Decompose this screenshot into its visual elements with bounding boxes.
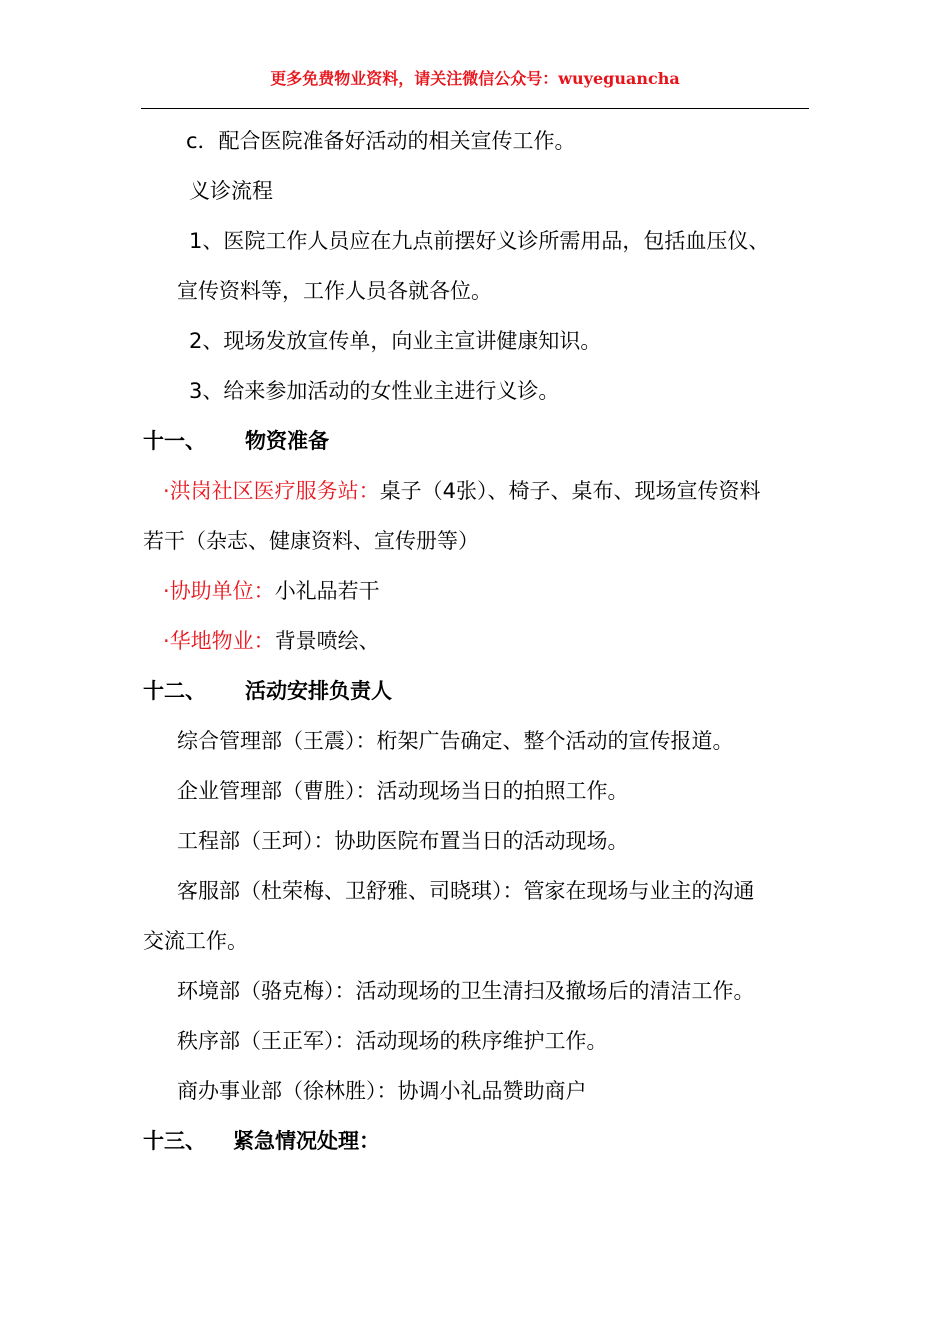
responsible-line: 综合管理部（王震）：桁架广告确定、整个活动的宣传报道。	[177, 729, 734, 753]
step-3: 3、给来参加活动的女性业主进行义诊。	[189, 379, 560, 403]
flow-title: 义诊流程	[189, 179, 273, 203]
supply-text: 小礼品若干	[274, 579, 380, 603]
header-banner: 更多免费物业资料，请关注微信公众号：wuyeguancha	[270, 69, 680, 88]
supply-item	[163, 627, 380, 655]
bullet: ·	[163, 579, 170, 603]
bullet: ·	[163, 479, 170, 503]
responsible-line: 客服部（杜荣梅、卫舒雅、司晓琪）：管家在现场与业主的沟通	[177, 879, 755, 903]
section-number: 十一、	[143, 429, 206, 453]
responsible-line: 工程部（王珂）：协助医院布置当日的活动现场。	[177, 829, 629, 853]
step-2: 2、现场发放宣传单，向业主宣讲健康知识。	[189, 329, 602, 353]
responsible-line-continuation: 交流工作。	[143, 929, 248, 953]
section-11-heading	[143, 427, 329, 455]
section-13-heading	[143, 1127, 380, 1155]
supplier-label: 华地物业：	[169, 629, 275, 653]
bullet: ·	[163, 629, 170, 653]
supply-item	[163, 477, 761, 505]
responsible-line: 环境部（骆克梅）：活动现场的卫生清扫及撤场后的清洁工作。	[177, 979, 755, 1003]
supply-item	[163, 577, 380, 605]
paragraph-c: c．配合医院准备好活动的相关宣传工作。	[186, 129, 576, 153]
section-title: 活动安排负责人	[245, 679, 392, 703]
supplier-label: 协助单位：	[169, 579, 275, 603]
supply-item-continuation: 若干（杂志、健康资料、宣传册等）	[143, 529, 479, 553]
section-number: 十二、	[143, 679, 206, 703]
step-1-line-1: 1、医院工作人员应在九点前摆好义诊所需用品，包括血压仪、	[189, 229, 770, 253]
responsible-line: 企业管理部（曹胜）：活动现场当日的拍照工作。	[177, 779, 629, 803]
section-number: 十三、	[143, 1129, 206, 1153]
responsible-line: 商办事业部（徐林胜）：协调小礼品赞助商户	[177, 1079, 587, 1103]
supply-text: 背景喷绘、	[274, 629, 380, 653]
section-12-heading	[143, 677, 392, 705]
step-1-line-2: 宣传资料等，工作人员各就各位。	[177, 279, 492, 303]
section-title: 紧急情况处理：	[233, 1129, 380, 1153]
responsible-line: 秩序部（王正军）：活动现场的秩序维护工作。	[177, 1029, 608, 1053]
supply-text: 桌子（4张）、椅子、桌布、现场宣传资料	[379, 479, 761, 503]
section-title: 物资准备	[245, 429, 329, 453]
header-divider	[141, 108, 809, 109]
supplier-label: 洪岗社区医疗服务站：	[169, 479, 380, 503]
